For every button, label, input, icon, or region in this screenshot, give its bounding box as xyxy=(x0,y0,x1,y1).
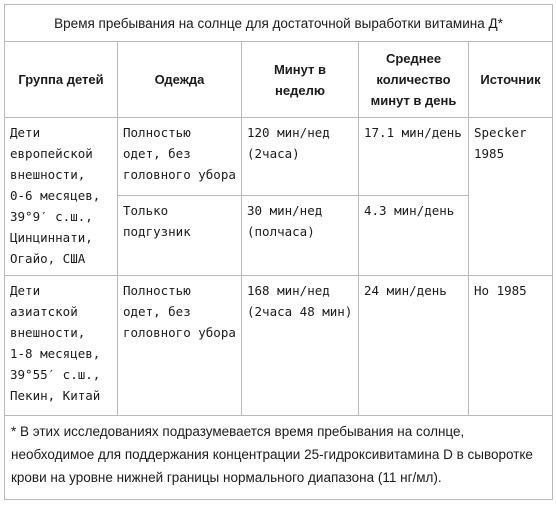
clothing-line: головного убора xyxy=(123,167,236,182)
minutes-line: 30 мин/нед xyxy=(247,203,323,218)
clothing-line: головного убора xyxy=(123,325,236,340)
group-line: Дети xyxy=(10,283,41,298)
clothing-line: одет, без xyxy=(123,304,191,319)
table-title: Время пребывания на солнце для достаточной выработки витамина Д* xyxy=(5,5,553,42)
header-minutes-week-line: неделю xyxy=(275,82,325,98)
group-line: Огайо, США xyxy=(10,251,86,266)
header-avg-minutes-line: минут в день xyxy=(370,93,457,108)
source-cell-ho: Ho 1985 xyxy=(469,276,553,416)
source-cell-specker xyxy=(469,118,553,276)
footnote-row xyxy=(5,416,553,500)
header-avg-minutes-line: количество xyxy=(376,72,451,87)
header-row xyxy=(5,42,553,118)
clothing-cell-diaper xyxy=(118,196,242,276)
group-line: Цинциннати, xyxy=(10,230,93,245)
clothing-line: Только xyxy=(123,203,169,218)
clothing-line: подгузник xyxy=(123,224,191,239)
clothing-cell-full xyxy=(118,118,242,196)
table-row xyxy=(5,118,553,196)
minutes-line: 120 мин/нед xyxy=(247,125,330,140)
footnote-line: необходимое для поддержания концентрации 25-гидроксивитамина D в сыворотке xyxy=(11,447,533,462)
minutes-line: (2часа) xyxy=(247,146,300,161)
header-avg-minutes-line: Среднее xyxy=(385,51,442,66)
avg-minutes-cell: 17.1 мин/день xyxy=(359,118,469,196)
group-line: 1-8 месяцев, xyxy=(10,346,101,361)
header-clothing: Одежда xyxy=(118,42,242,118)
vitamin-d-table xyxy=(4,4,553,500)
header-minutes-week xyxy=(242,42,359,118)
minutes-line: (полчаса) xyxy=(247,224,315,239)
footnote-line: * В этих исследованиях подразумевается время пребывания на солнце, xyxy=(11,424,465,439)
clothing-line: Полностью xyxy=(123,283,191,298)
group-line: внешности, xyxy=(10,167,86,182)
header-source: Источник xyxy=(469,42,553,118)
group-line: 0-6 месяцев, xyxy=(10,188,101,203)
source-line: 1985 xyxy=(474,146,505,161)
avg-minutes-cell: 24 мин/день xyxy=(359,276,469,416)
minutes-week-cell xyxy=(242,118,359,196)
table-row xyxy=(5,276,553,416)
group-cell-european xyxy=(5,118,118,276)
minutes-week-cell xyxy=(242,196,359,276)
group-line: внешности, xyxy=(10,325,86,340)
group-line: 39°9′ с.ш., xyxy=(10,209,93,224)
group-line: азиатской xyxy=(10,304,78,319)
title-row xyxy=(5,5,553,42)
group-line: европейской xyxy=(10,146,93,161)
group-line: Дети xyxy=(10,125,41,140)
clothing-cell-full xyxy=(118,276,242,416)
footnote xyxy=(5,416,553,500)
footnote-line: крови на уровне нижней границы нормального диапазона (11 нг/мл). xyxy=(11,470,442,485)
source-line: Specker xyxy=(474,125,527,140)
header-minutes-week-line: Минут в xyxy=(273,61,327,77)
clothing-line: одет, без xyxy=(123,146,191,161)
group-line: 39°55′ с.ш., xyxy=(10,367,101,382)
clothing-line: Полностью xyxy=(123,125,191,140)
avg-minutes-cell: 4.3 мин/день xyxy=(359,196,469,276)
minutes-line: (2часа 48 мин) xyxy=(247,304,353,319)
group-line: Пекин, Китай xyxy=(10,388,101,403)
minutes-line: 168 мин/нед xyxy=(247,283,330,298)
group-cell-asian xyxy=(5,276,118,416)
minutes-week-cell xyxy=(242,276,359,416)
header-group: Группа детей xyxy=(5,42,118,118)
header-avg-minutes xyxy=(359,42,469,118)
